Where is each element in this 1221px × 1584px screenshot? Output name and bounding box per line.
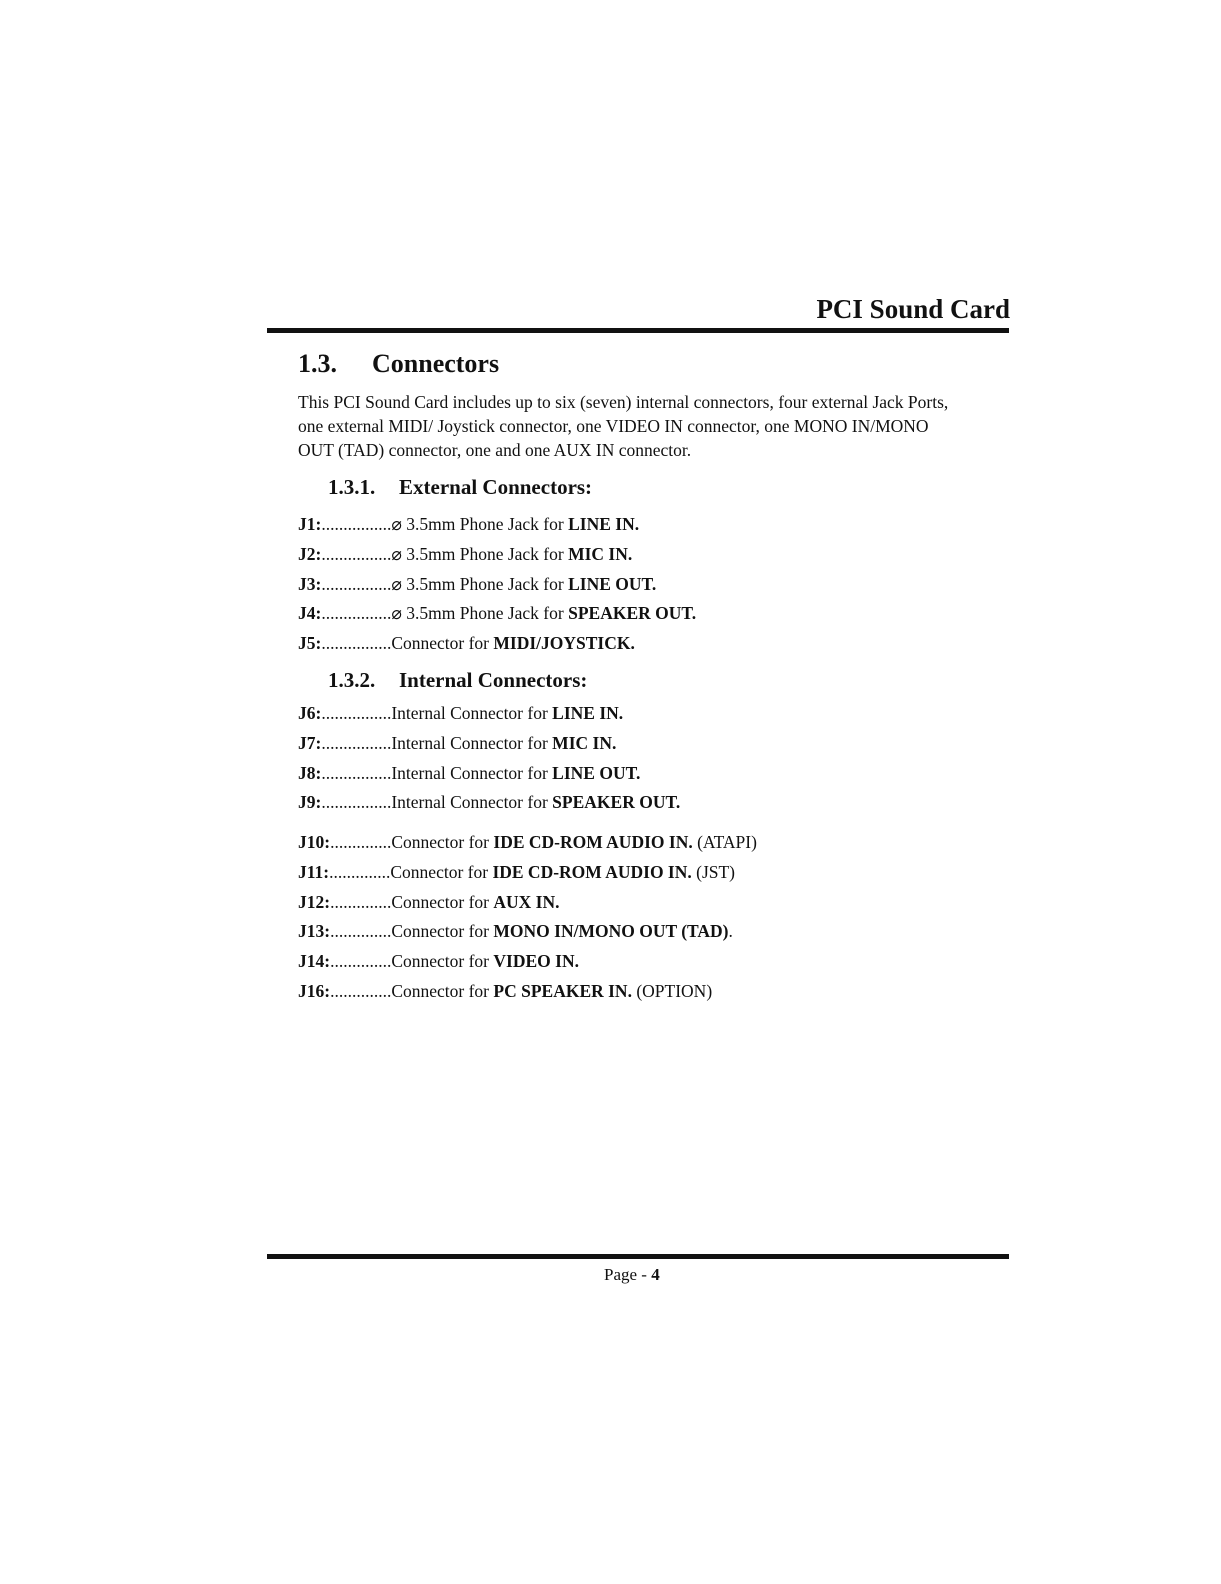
connector-suffix: (JST)	[691, 861, 736, 882]
connector-id: J11:	[298, 861, 330, 882]
intro-line: one external MIDI/ Joystick connector, one VIDEO IN connector, one MONO IN/MONO	[298, 416, 929, 436]
footer-rule	[267, 1254, 1009, 1259]
subsection-title: Internal Connectors:	[399, 668, 588, 692]
connector-id: J16:	[298, 980, 331, 1001]
connector-row	[298, 788, 680, 818]
connector-id: J9:	[298, 792, 322, 813]
connector-description: Internal Connector for	[391, 792, 553, 813]
connector-row	[298, 828, 757, 858]
connector-id: J1:	[298, 514, 322, 534]
external-connectors-heading	[328, 475, 592, 500]
leader-dots: ................	[321, 514, 392, 534]
connector-row	[298, 888, 757, 918]
connector-target: MIC IN.	[568, 543, 633, 564]
connector-description: Connector for	[391, 921, 494, 942]
connector-id: J8:	[298, 762, 322, 783]
connector-target: LINE IN.	[568, 514, 640, 534]
connector-description: Connector for	[391, 980, 494, 1001]
leader-dots: ..............	[330, 951, 392, 972]
connector-target: SPEAKER OUT.	[552, 792, 681, 813]
connector-target: LINE IN.	[552, 703, 624, 723]
connector-id: J14:	[298, 951, 331, 972]
connector-target: LINE OUT.	[552, 762, 641, 783]
subsection-number: 1.3.1.	[328, 475, 376, 499]
section-number: 1.3.	[298, 349, 337, 378]
internal-connector-list	[298, 699, 680, 818]
leader-dots: ..............	[330, 832, 392, 852]
connector-row	[298, 729, 680, 759]
connector-row	[298, 977, 757, 1007]
connector-description: Internal Connector for	[391, 762, 553, 783]
connector-id: J4:	[298, 603, 322, 624]
connector-description: Connector for	[391, 832, 494, 852]
connector-id: J5:	[298, 633, 322, 654]
connector-description: ⌀ 3.5mm Phone Jack for	[391, 603, 569, 624]
connector-target: PC SPEAKER IN.	[493, 980, 632, 1001]
connector-target: VIDEO IN.	[493, 951, 579, 972]
connector-target: MONO IN/MONO OUT (TAD)	[493, 921, 729, 942]
leader-dots: ................	[321, 603, 392, 624]
connector-description: Connector for	[391, 891, 494, 912]
leader-dots: ..............	[330, 980, 392, 1001]
section-heading: Connectors	[372, 349, 500, 378]
page-number-value: 4	[651, 1265, 660, 1284]
internal-connector-list-continued	[298, 828, 757, 1007]
connector-row	[298, 629, 696, 659]
header-rule	[267, 328, 1009, 333]
connector-row	[298, 510, 696, 540]
connector-row	[298, 699, 680, 729]
connector-target: MIDI/JOYSTICK.	[493, 633, 635, 654]
connector-suffix: (ATAPI)	[692, 832, 757, 852]
connector-target: MIC IN.	[552, 732, 617, 753]
connector-suffix: .	[728, 921, 733, 942]
connector-description: Internal Connector for	[391, 732, 553, 753]
connector-row	[298, 947, 757, 977]
connector-row	[298, 917, 757, 947]
page-label: Page -	[604, 1265, 652, 1284]
leader-dots: ................	[321, 792, 392, 813]
external-connector-list	[298, 510, 696, 659]
connector-description: ⌀ 3.5mm Phone Jack for	[391, 573, 569, 594]
connector-row	[298, 599, 696, 629]
leader-dots: ..............	[330, 921, 392, 942]
connector-target: AUX IN.	[493, 891, 560, 912]
connector-id: J2:	[298, 543, 322, 564]
subsection-title: External Connectors:	[399, 475, 593, 499]
leader-dots: ................	[321, 573, 392, 594]
subsection-number: 1.3.2.	[328, 668, 376, 692]
connector-target: IDE CD-ROM AUDIO IN.	[493, 832, 693, 852]
leader-dots: ..............	[330, 891, 392, 912]
internal-connectors-heading	[328, 668, 587, 693]
intro-paragraph	[298, 390, 1048, 462]
connector-target: SPEAKER OUT.	[568, 603, 697, 624]
leader-dots: ................	[321, 633, 392, 654]
intro-line: OUT (TAD) connector, one and one AUX IN connector.	[298, 440, 692, 460]
connector-row	[298, 570, 696, 600]
connector-id: J12:	[298, 891, 331, 912]
page-number	[604, 1265, 660, 1285]
section-title	[298, 349, 499, 379]
header-title: PCI Sound Card	[816, 294, 1010, 324]
connector-row	[298, 759, 680, 789]
connector-target: LINE OUT.	[568, 573, 657, 594]
intro-line: This PCI Sound Card includes up to six (seven) internal connectors, four external Jack Ports,	[298, 392, 949, 412]
connector-description: Connector for	[391, 951, 494, 972]
leader-dots: ..............	[329, 861, 391, 882]
connector-description: Connector for	[390, 861, 493, 882]
leader-dots: ................	[321, 732, 392, 753]
connector-description: Internal Connector for	[391, 703, 553, 723]
leader-dots: ................	[321, 762, 392, 783]
connector-description: ⌀ 3.5mm Phone Jack for	[391, 514, 569, 534]
connector-row	[298, 540, 696, 570]
connector-id: J6:	[298, 703, 322, 723]
leader-dots: ................	[321, 543, 392, 564]
connector-id: J7:	[298, 732, 322, 753]
connector-description: Connector for	[391, 633, 494, 654]
connector-row	[298, 858, 757, 888]
connector-id: J10:	[298, 832, 331, 852]
connector-description: ⌀ 3.5mm Phone Jack for	[391, 543, 569, 564]
connector-id: J3:	[298, 573, 322, 594]
connector-target: IDE CD-ROM AUDIO IN.	[492, 861, 692, 882]
connector-id: J13:	[298, 921, 331, 942]
connector-suffix: (OPTION)	[631, 980, 713, 1001]
leader-dots: ................	[321, 703, 392, 723]
